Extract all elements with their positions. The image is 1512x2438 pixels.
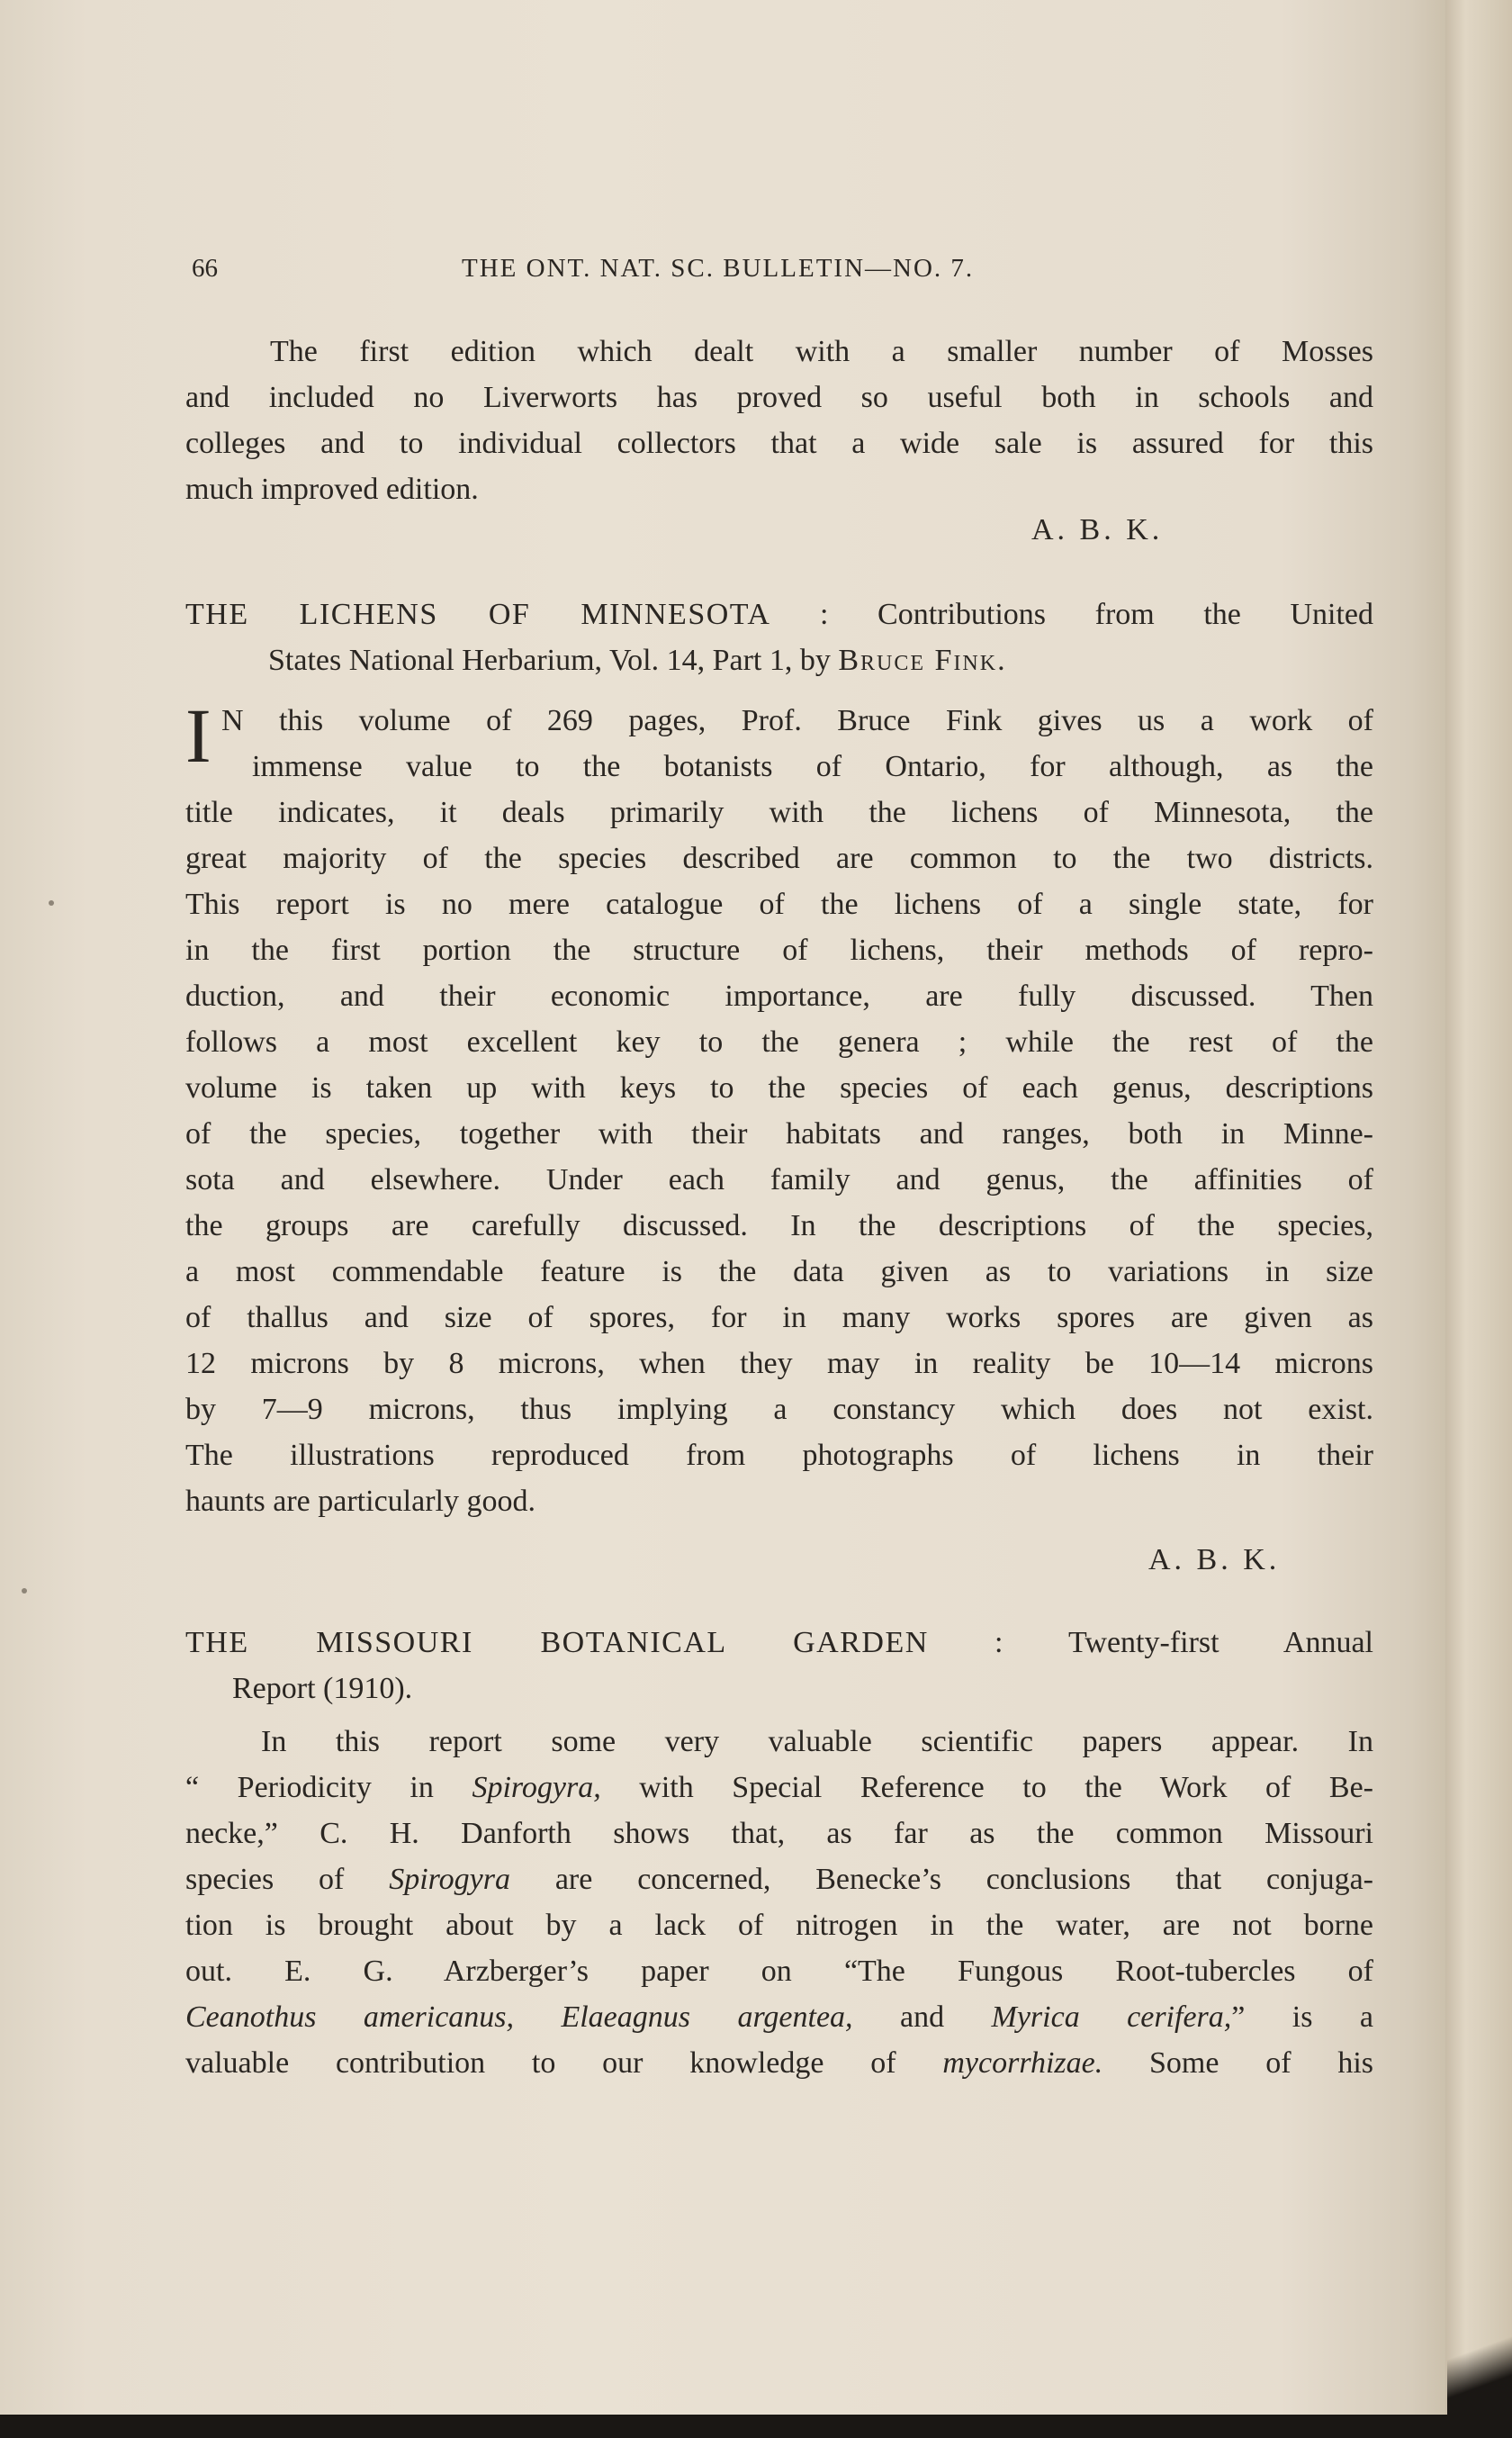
paragraph-line: The illustrations reproduced from photographs of lichens in their <box>185 1439 1373 1472</box>
paragraph-line: immense value to the botanists of Ontario, for although, as the <box>252 750 1373 783</box>
review-author: Bruce Fink. <box>838 644 1007 677</box>
paragraph-line: sota and elsewhere. Under each family and genus, the affinities of <box>185 1163 1373 1196</box>
paragraph-line: volume is taken up with keys to the species of each genus, descriptions <box>185 1071 1373 1105</box>
review-heading <box>185 1621 1373 1666</box>
paragraph-line: out. E. G. Arzberger’s paper on “The Fungous Root-tubercles of <box>185 1955 1373 1988</box>
paragraph-line: much improved edition. <box>185 473 479 506</box>
paragraph-line: This report is no mere catalogue of the lichens of a single state, for <box>185 888 1373 921</box>
species-name: Myrica cerifera, <box>991 2000 1232 2034</box>
paragraph-line: necke,” C. H. Danforth shows that, as far as the common Missouri <box>185 1817 1373 1850</box>
paragraph-line: and included no Liverworts has proved so useful both in schools and <box>185 381 1373 414</box>
paragraph-line: species of Spirogyra are concerned, Benecke’s conclusions that conjuga- <box>185 1863 1373 1896</box>
paragraph-line: colleges and to individual collectors that a wide sale is assured for this <box>185 427 1373 460</box>
species-name: Elaeagnus argentea, <box>561 2000 853 2034</box>
paper-fleck <box>22 1588 27 1594</box>
paragraph-line: duction, and their economic importance, are fully discussed. Then <box>185 980 1373 1013</box>
page-number: 66 <box>192 254 218 283</box>
paragraph-line: 12 microns by 8 microns, when they may in reality be 10—14 microns <box>185 1347 1373 1380</box>
paragraph-line: The first edition which dealt with a smaller number of Mosses <box>270 335 1373 368</box>
paragraph-line: in the first portion the structure of lichens, their methods of repro- <box>185 934 1373 967</box>
review-heading-line2 <box>268 638 1373 684</box>
paper-fleck <box>49 900 54 906</box>
paragraph-line: tion is brought about by a lack of nitrogen in the water, are not borne <box>185 1909 1373 1942</box>
review-heading-title: THE LICHENS OF MINNESOTA <box>185 598 771 631</box>
genus-name: Spirogyra, <box>472 1771 601 1804</box>
paragraph-line: great majority of the species described are common to the two districts. <box>185 842 1373 875</box>
paragraph-line: N this volume of 269 pages, Prof. Bruce Fink gives us a work of <box>221 704 1373 737</box>
paragraph-line: valuable contribution to our knowledge of mycorrhizae. Some of his <box>185 2046 1374 2080</box>
scan-bottom-edge <box>0 2415 1512 2438</box>
drop-cap: I <box>185 692 212 779</box>
review-heading-subtitle: : Twenty-first Annual <box>994 1626 1374 1659</box>
paragraph-line: of the species, together with their habitats and ranges, both in Minne- <box>185 1117 1373 1151</box>
paragraph-line: title indicates, it deals primarily with the lichens of Minnesota, the <box>185 796 1373 829</box>
review-heading <box>185 592 1373 638</box>
paragraph-line: a most commendable feature is the data given as to variations in size <box>185 1255 1373 1288</box>
review-heading-source: States National Herbarium, Vol. 14, Part 1, by <box>268 644 831 677</box>
review-heading-title: THE MISSOURI BOTANICAL GARDEN <box>185 1626 929 1659</box>
review-heading-subtitle: : Contributions from the United <box>819 598 1373 631</box>
paragraph-line: “ Periodicity in Spirogyra, with Special Reference to the Work of Be- <box>185 1771 1374 1804</box>
review-signature: A. B. K. <box>1031 513 1164 546</box>
running-title: THE ONT. NAT. SC. BULLETIN—NO. 7. <box>462 254 975 283</box>
paragraph-line: by 7—9 microns, thus implying a constancy which does not exist. <box>185 1393 1373 1426</box>
genus-name: Spirogyra <box>389 1863 510 1896</box>
paragraph-line: haunts are particularly good. <box>185 1485 536 1518</box>
term: mycorrhizae. <box>942 2046 1103 2080</box>
book-spine-edge <box>1445 0 1512 2438</box>
paragraph-line: of thallus and size of spores, for in many works spores are given as <box>185 1301 1373 1334</box>
paragraph-line: the groups are carefully discussed. In the descriptions of the species, <box>185 1209 1373 1242</box>
species-name: Ceanothus americanus, <box>185 2000 515 2034</box>
review-heading-line2: Report (1910). <box>232 1672 413 1705</box>
paragraph-line: Ceanothus americanus, Elaeagnus argentea, and Myrica cerifera,” is a <box>185 2000 1373 2034</box>
paragraph-line: In this report some very valuable scientific papers appear. In <box>261 1725 1373 1758</box>
paragraph-line: follows a most excellent key to the genera ; while the rest of the <box>185 1025 1373 1059</box>
review-signature: A. B. K. <box>1148 1543 1281 1576</box>
